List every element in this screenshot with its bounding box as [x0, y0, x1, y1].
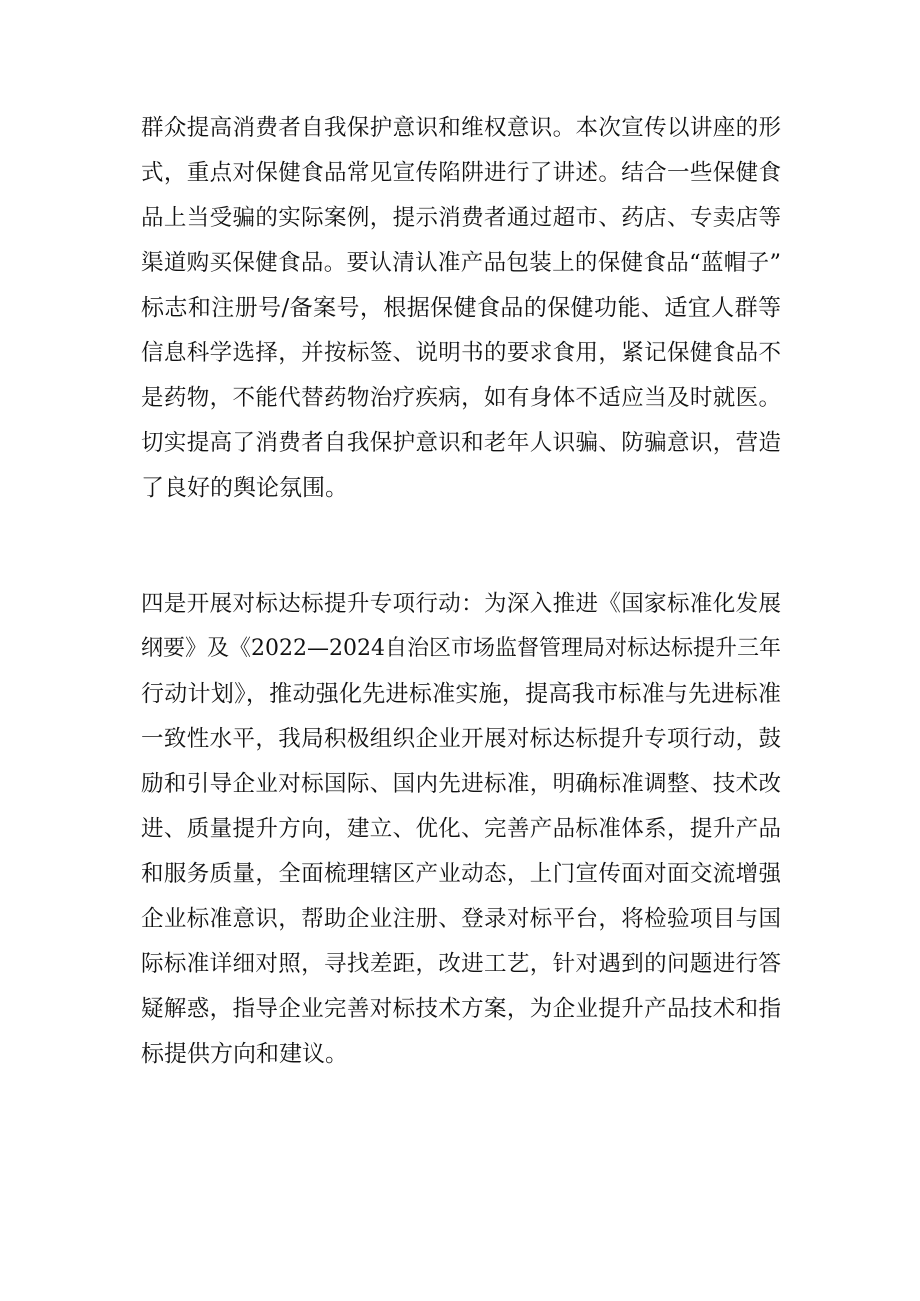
text-line: 企业标准意识，帮助企业注册、登录对标平台，将检验项目与国 — [141, 906, 781, 932]
text-line: 和服务质量，全面梳理辖区产业动态，上门宣传面对面交流增强 — [141, 861, 781, 887]
text-line: 疑解惑，指导企业完善对标技术方案，为企业提升产品技术和指 — [141, 996, 781, 1022]
text-line: 际标准详细对照，寻找差距，改进工艺，针对遇到的问题进行答 — [141, 951, 781, 977]
text-line: 标提供方向和建议。 — [141, 1041, 348, 1067]
text-line: 是药物，不能代替药物治疗疾病，如有身体不适应当及时就医。 — [141, 385, 781, 411]
text-line: 纲要》及《2022—2024自治区市场监督管理局对标达标提升三年 — [141, 636, 781, 661]
text-line: 切实提高了消费者自我保护意识和老年人识骗、防骗意识，营造 — [141, 430, 781, 456]
text-line: 渠道购买保健食品。要认清认准产品包装上的保健食品“蓝帽子” — [141, 250, 781, 276]
text-line: 一致性水平，我局积极组织企业开展对标达标提升专项行动，鼓 — [141, 726, 781, 752]
text-line: 行动计划》，推动强化先进标准实施，提高我市标准与先进标准 — [141, 681, 781, 707]
text-line: 励和引导企业对标国际、国内先进标准，明确标准调整、技术改 — [141, 771, 781, 797]
text-line: 进、质量提升方向，建立、优化、完善产品标准体系，提升产品 — [141, 816, 781, 842]
text-line: 标志和注册号/备案号，根据保健食品的保健功能、适宜人群等 — [141, 295, 781, 321]
text-line: 四是开展对标达标提升专项行动：为深入推进《国家标准化发展 — [141, 591, 781, 617]
text-line: 了良好的舆论氛围。 — [141, 475, 348, 501]
text-line: 式，重点对保健食品常见宣传陷阱进行了讲述。结合一些保健食 — [141, 160, 781, 186]
text-line: 群众提高消费者自我保护意识和维权意识。本次宣传以讲座的形 — [141, 115, 781, 141]
text-line: 品上当受骗的实际案例，提示消费者通过超市、药店、专卖店等 — [141, 205, 781, 231]
text-line: 信息科学选择，并按标签、说明书的要求食用，紧记保健食品不 — [141, 340, 781, 366]
